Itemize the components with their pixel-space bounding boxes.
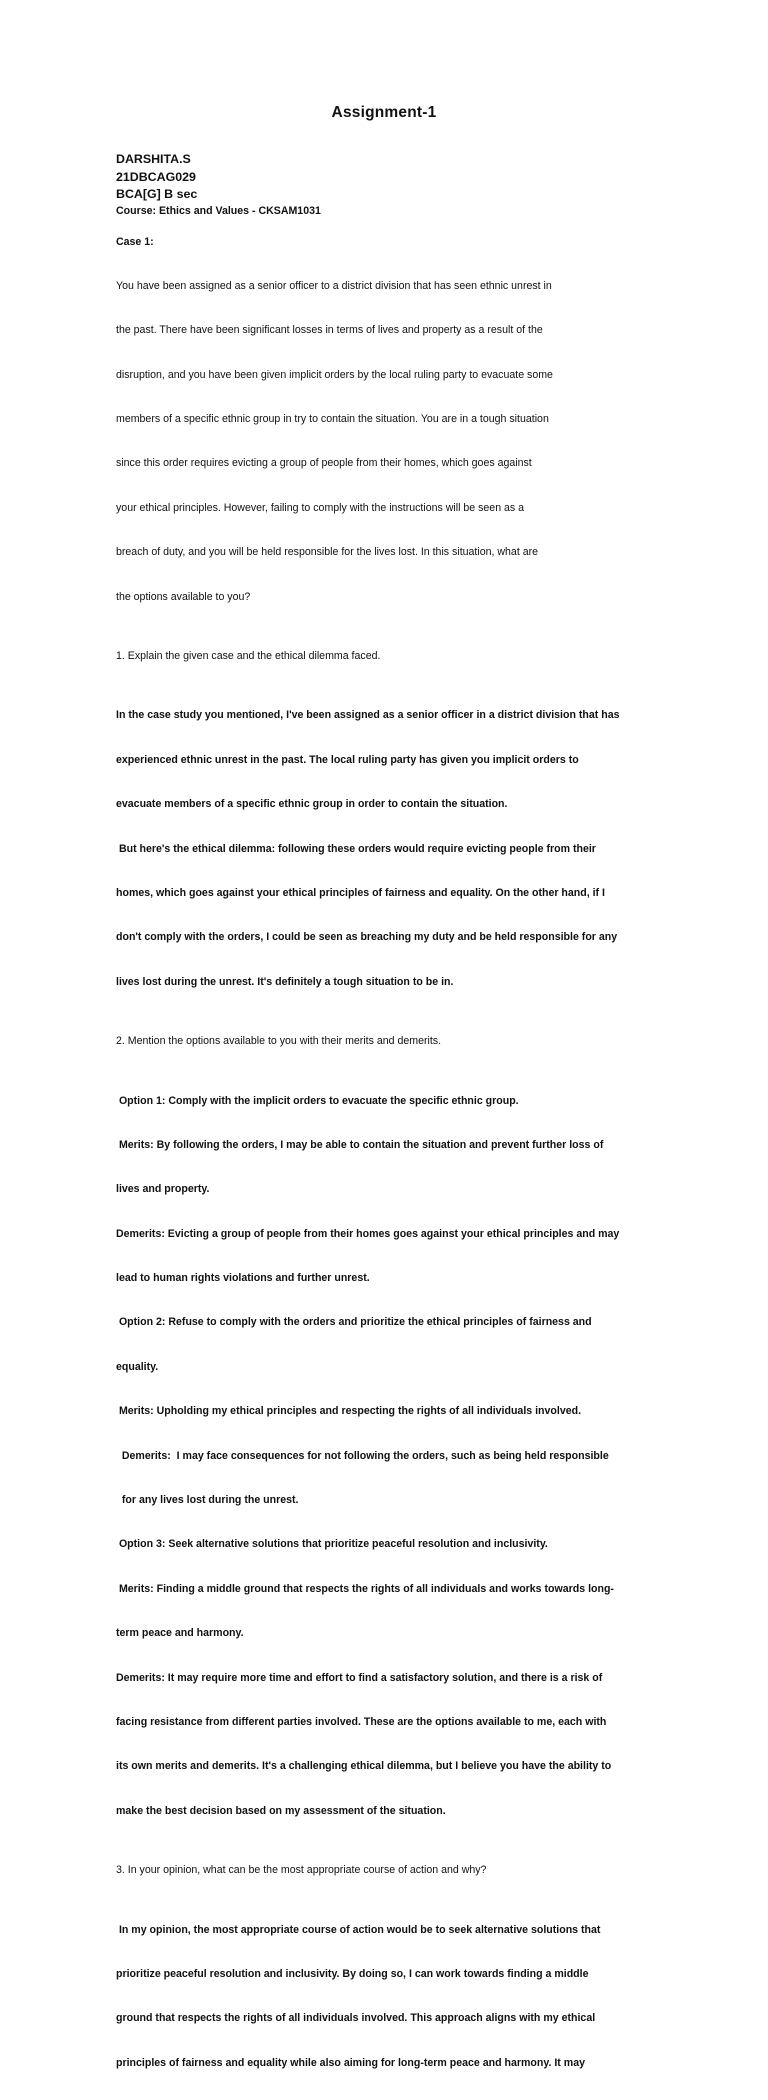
answer-line: term peace and harmony. — [116, 1627, 244, 1640]
answer-line: its own merits and demerits. It's a challenging ethical dilemma, but I believe you have the ability to — [116, 1760, 612, 1773]
case-line: the options available to you? — [116, 590, 251, 603]
question-1: 1. Explain the given case and the ethical dilemma faced. — [116, 650, 381, 663]
answer-line: principles of fairness and equality while also aiming for long-term peace and harmony. It may — [116, 2056, 585, 2069]
answer-line: In the case study you mentioned, I've been assigned as a senior officer in a district division that has — [116, 709, 620, 722]
answer-line: prioritize peaceful resolution and inclusivity. By doing so, I can work towards finding a middle — [116, 1967, 589, 1980]
answer-line: But here's the ethical dilemma: following these orders would require evicting people from their — [116, 842, 596, 855]
answer-line: Option 3: Seek alternative solutions that prioritize peaceful resolution and inclusivity. — [116, 1538, 548, 1551]
case-line: You have been assigned as a senior officer to a district division that has seen ethnic unrest in — [116, 279, 552, 292]
question-2: 2. Mention the options available to you with their merits and demerits. — [116, 1035, 442, 1048]
answer-line: facing resistance from different parties involved. These are the options available to me, each with — [116, 1716, 607, 1728]
answer-line: homes, which goes against your ethical principles of fairness and equality. On the other hand, if I — [116, 886, 605, 899]
answer-line: Merits: Finding a middle ground that respects the rights of all individuals and works towards long- — [116, 1582, 614, 1595]
answer-line: lives and property. — [116, 1183, 210, 1196]
answer-line: Merits: Upholding my ethical principles and respecting the rights of all individuals involved. — [116, 1405, 582, 1418]
case-line: since this order requires evicting a group of people from their homes, which goes against — [116, 457, 532, 470]
answer-line: equality. — [116, 1360, 159, 1373]
answer-line: Merits: By following the orders, I may be able to contain the situation and prevent further loss of — [116, 1138, 604, 1151]
answer-line: make the best decision based on my assessment of the situation. — [116, 1804, 446, 1817]
case-description — [116, 249, 656, 634]
answer-line: lead to human rights violations and further unrest. — [116, 1272, 370, 1285]
class-section: BCA[G] B sec — [116, 187, 198, 201]
answer-line: Demerits: It may require more time and effort to find a satisfactory solution, and there is a risk of — [116, 1671, 603, 1684]
course-line: Course: Ethics and Values - CKSAM1031 — [116, 204, 321, 217]
answer-line: for any lives lost during the unrest. — [116, 1494, 299, 1507]
answer-line: Option 2: Refuse to comply with the orders and prioritize the ethical principles of fairness and — [116, 1316, 592, 1329]
answer-line: ground that respects the rights of all individuals involved. This approach aligns with my ethical — [116, 2012, 596, 2025]
answer-line: Demerits: I may face consequences for not following the orders, such as being held responsible — [116, 1449, 609, 1462]
case-line: members of a specific ethnic group in try to contain the situation. You are in a tough situation — [116, 413, 549, 426]
answer-line: Option 1: Comply with the implicit orders to evacuate the specific ethnic group. — [116, 1094, 519, 1107]
answer-line: evacuate members of a specific ethnic group in order to contain the situation. — [116, 798, 508, 811]
document-title: Assignment-1 — [331, 104, 437, 121]
answer-line: In my opinion, the most appropriate course of action would be to seek alternative solutions that — [116, 1923, 601, 1936]
case-line: disruption, and you have been given implicit orders by the local ruling party to evacuate some — [116, 368, 553, 381]
answer-1 — [116, 679, 656, 1019]
answer-line: experienced ethnic unrest in the past. The local ruling party has given you implicit orders to — [116, 753, 579, 766]
answer-line: lives lost during the unrest. It's definitely a tough situation to be in. — [116, 975, 454, 988]
document-body — [116, 151, 656, 2100]
question-3: 3. In your opinion, what can be the most appropriate course of action and why? — [116, 1864, 487, 1877]
answer-line: Demerits: Evicting a group of people from their homes goes against your ethical principles and may — [116, 1227, 620, 1240]
case-line: your ethical principles. However, failing to comply with the instructions will be seen as a — [116, 501, 525, 514]
answer-2 — [116, 1064, 656, 1848]
case-line: the past. There have been significant losses in terms of lives and property as a result of the — [116, 324, 543, 337]
answer-3 — [116, 1893, 656, 2100]
case-line: breach of duty, and you will be held responsible for the lives lost. In this situation, what are — [116, 546, 539, 559]
student-id: 21DBCAG029 — [116, 169, 196, 184]
case-label: Case 1: — [116, 235, 154, 248]
student-name: DARSHITA.S — [116, 152, 191, 166]
answer-line: don't comply with the orders, I could be seen as breaching my duty and be held responsible for any — [116, 931, 618, 944]
